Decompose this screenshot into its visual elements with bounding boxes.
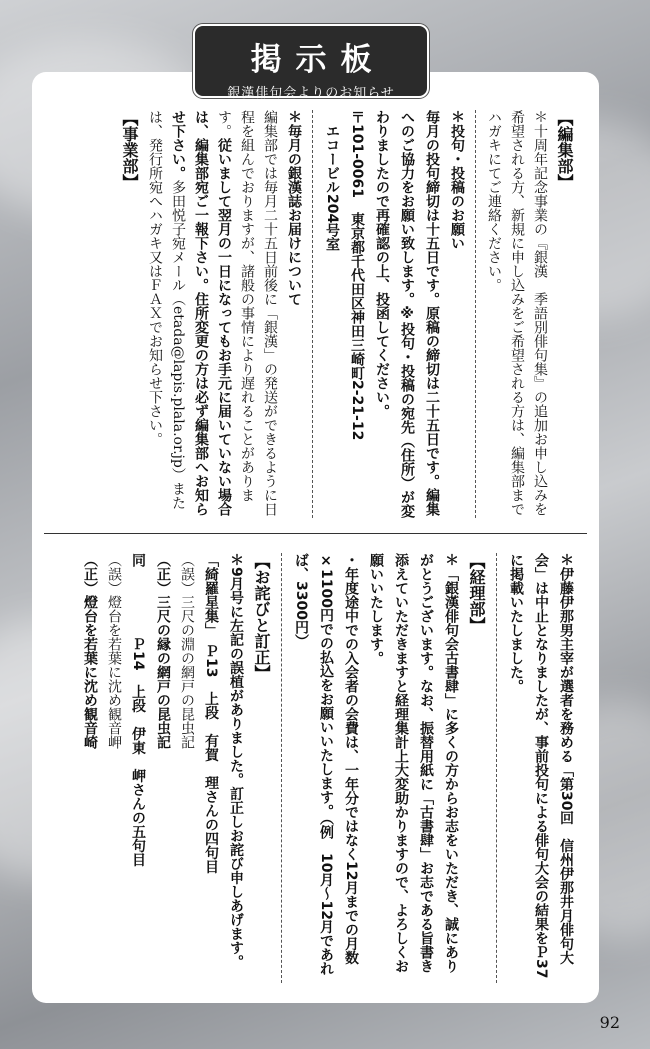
- banner-subtitle: 銀漢俳句会よりのお知らせ: [227, 86, 395, 101]
- dashed-separator: [496, 553, 497, 983]
- address-building: エコービル204号室: [324, 124, 340, 252]
- correction-item2-wrong: （誤）燈台を若葉に沈め観音岬: [106, 553, 122, 749]
- notice-haiku-event: ＊伊藤伊那男主宰が選者を務める「第30回 信州伊那井月俳句大会」は中止となりましたが、事前投句による俳句大会の結果をＰ37に掲載いたしました。: [508, 553, 574, 979]
- section-heading-owabi: 【お詫びと訂正】: [252, 553, 271, 681]
- page-number: 92: [599, 1013, 620, 1032]
- correction-item2-right: （正）燈台を若葉に沈め観音崎: [82, 553, 98, 749]
- correction-item1-wrong: （誤）三尺の淵の網戸の昆虫記: [179, 553, 195, 749]
- notice-delivery-title: ＊毎月の銀漢誌お届けについて: [286, 110, 302, 306]
- notice-delivery-body: 編集部では毎月二十五日前後に「銀漢」の発送ができるように日程を組んでおりますが、諸般の事情により遅れることがあります。従いまして翌月の一日になってもお手元に届いていない場合は、編集部宛ご一報下さい。住所変更の方は必ず編集部へお知らせ下さい。多田悦子宛メール（etada@lapis.plala.or.jp）または、発行所宛へハガキ又はＦＡＸでお知らせ下さい。: [147, 110, 278, 516]
- notice-donation: ＊「銀漢俳句会古書肆」に多くの方からお志をいただき、誠にありがとうございます。なお、振替用紙に「古書肆」お志である旨書き添えていただきますと経理集計上大変助かりますので、よろしくお願いいたします。: [368, 553, 459, 973]
- correction-intro: ＊9月号に左記の誤植がありました。訂正しお詫び申しあげます。: [228, 553, 244, 969]
- section-heading-keiri: 【経理部】: [467, 553, 486, 633]
- banner-title: 掲示板: [250, 42, 386, 78]
- notice-delivery-bold: 従いまして翌月の一日になってもお手元に届いていない場合は、編集部宛ご一報下さい。住所変更の方は必ず編集部へお知らせ下さい。: [170, 110, 232, 516]
- notice-submission-title: ＊投句・投稿のお願い: [449, 110, 465, 250]
- correction-item1-right: （正）三尺の縁の網戸の昆虫記: [155, 553, 171, 749]
- notice-delivery-tail: 多田悦子宛メール（etada@lapis.plala.or.jp）または、発行所宛へハガキ又はＦＡＸでお知らせ下さい。: [147, 110, 186, 510]
- section-heading-jigyo: 【事業部】: [120, 110, 139, 190]
- section-heading-henshu: 【編集部】: [555, 110, 574, 190]
- dashed-separator: [475, 110, 476, 518]
- correction-item2-label: 同 Ｐ14 上段 伊東 岬さんの五句目: [130, 553, 146, 867]
- section-divider: [44, 533, 587, 534]
- bulletin-banner: [193, 24, 429, 101]
- dashed-separator: [281, 553, 282, 983]
- correction-item1-label: 「綺羅星集」 Ｐ13 上段 有賀 理さんの四句目: [203, 553, 219, 874]
- notice-submission-body: 毎月の投句締切は十五日です。原稿の締切は二十五日です。編集へのご協力をお願い致します。※投句・投稿の宛先（住所）が変わりましたので再確認の上、投函してください。: [374, 110, 440, 518]
- top-section: [68, 110, 578, 518]
- notice-anniversary: ＊十周年記念事業の『銀漢 季語別俳句集』の追加お申し込みを希望される方、新規に申し込みをご希望される方は、編集部までハガキにてご連絡ください。: [486, 110, 548, 516]
- bottom-section: [78, 553, 578, 983]
- address-line: 〒101-0061 東京都千代田区神田三崎町2-21-12: [349, 110, 365, 441]
- notice-membership-fee: ・年度途中での入会者の会費は、一年分ではなく12月までの月数×1100円での払込をお願いいたします。（例 10月～12月であれば、3300円）: [293, 553, 359, 976]
- dashed-separator: [312, 110, 313, 518]
